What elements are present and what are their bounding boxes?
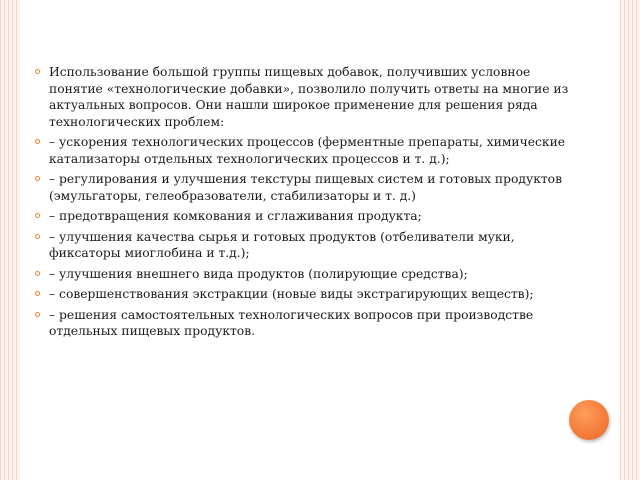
bullet-item-quality bbox=[34, 229, 569, 262]
bullet-marker-icon bbox=[35, 271, 40, 276]
bullet-text: – улучшения внешнего вида продуктов (полирующие средства); bbox=[49, 266, 468, 281]
bullet-marker-icon bbox=[35, 139, 40, 144]
bullet-item-caking bbox=[34, 208, 569, 225]
bullet-marker-icon bbox=[35, 69, 40, 74]
bullet-item-texture bbox=[34, 171, 569, 204]
bullet-marker-icon bbox=[35, 291, 40, 296]
bullet-marker-icon bbox=[35, 312, 40, 317]
bullet-item-appearance bbox=[34, 266, 569, 283]
orange-circle-decoration bbox=[569, 400, 609, 440]
bullet-item-production bbox=[34, 307, 569, 340]
bullet-marker-icon bbox=[35, 213, 40, 218]
bullet-list bbox=[34, 64, 569, 340]
bullet-marker-icon bbox=[35, 176, 40, 181]
bullet-item-acceleration bbox=[34, 134, 569, 167]
bullet-item-intro bbox=[34, 64, 569, 130]
bullet-text: – регулирования и улучшения текстуры пищевых систем и готовых продуктов (эмульгаторы, гелеобразователи, стабилизаторы и т. д.) bbox=[49, 172, 563, 203]
right-decorative-border bbox=[620, 0, 640, 480]
bullet-text: – совершенствования экстракции (новые виды экстрагирующих веществ); bbox=[49, 287, 534, 301]
bullet-text: Использование большой группы пищевых добавок, получивших условное понятие «технологические добавки», позволило получить ответы на многие из актуальных вопросов. Они нашли широкое применение для решения ряда технологических проблем: bbox=[49, 65, 569, 129]
slide-content bbox=[34, 64, 569, 344]
bullet-item-extraction bbox=[34, 286, 569, 303]
bullet-text: – предотвращения комкования и сглаживания продукта; bbox=[49, 209, 422, 223]
bullet-marker-icon bbox=[35, 234, 40, 239]
bullet-text: – улучшения качества сырья и готовых продуктов (отбеливатели муки, фиксаторы миоглобина и т.д.); bbox=[49, 229, 515, 260]
bullet-text: – ускорения технологических процессов (ферментные препараты, химические катализаторы отдельных технологических процессов и т. д.); bbox=[49, 135, 566, 166]
left-decorative-border bbox=[0, 0, 20, 480]
bullet-text: – решения самостоятельных технологических вопросов при производстве отдельных пищевых продуктов. bbox=[49, 307, 534, 338]
